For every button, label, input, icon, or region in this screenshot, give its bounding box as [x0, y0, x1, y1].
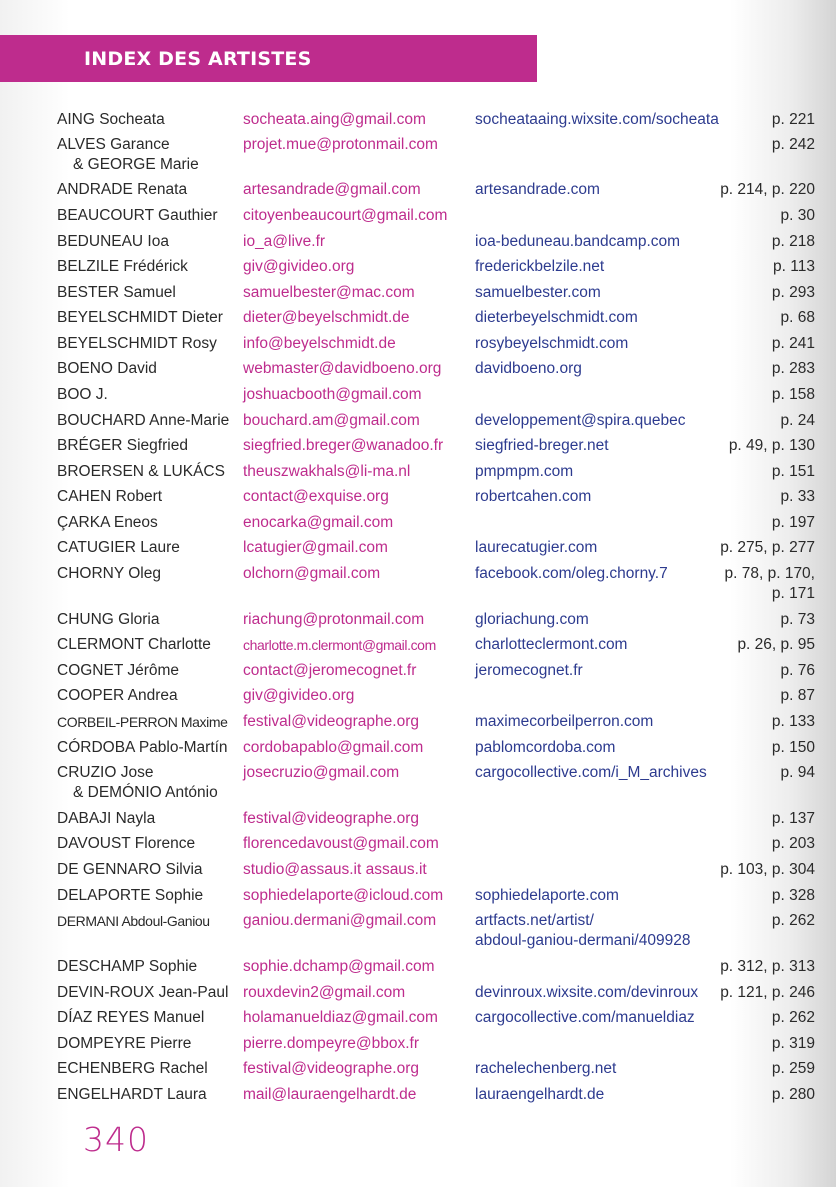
artist-name-line: COOPER Andrea: [57, 687, 178, 704]
artist-name-line: DEVIN-ROUX Jean-Paul: [57, 984, 229, 1001]
artist-email-link[interactable]: webmaster@davidboeno.org: [243, 360, 442, 377]
page-references: [715, 809, 815, 829]
page-reference-line: p. 197: [771, 514, 815, 531]
page-reference-line: p. 158: [771, 386, 815, 403]
artist-name-line: BEYELSCHMIDT Rosy: [57, 335, 217, 352]
artist-website-link[interactable]: [475, 180, 600, 200]
page-references: [715, 712, 815, 732]
page-reference-line: p. 121, p. 246: [720, 984, 815, 1001]
artist-email-link[interactable]: florencedavoust@gmail.com: [243, 835, 439, 852]
artist-name-line: ÇARKA Eneos: [57, 514, 158, 531]
artist-email-link[interactable]: cordobapablo@gmail.com: [243, 739, 424, 756]
page-reference-line: p. 24: [780, 412, 815, 429]
page-references: [715, 860, 815, 880]
artist-name: [57, 257, 243, 277]
artist-email-link[interactable]: charlotte.m.clermont@gmail.com: [243, 637, 436, 653]
artist-website-link[interactable]: [475, 738, 615, 758]
artist-name-line: CHUNG Gloria: [57, 611, 160, 628]
page-reference-line: p. 275, p. 277: [720, 539, 815, 556]
artist-name: [57, 359, 243, 379]
artist-name-line: DOMPEYRE Pierre: [57, 1035, 192, 1052]
page-references: [715, 180, 815, 200]
page-reference-line: p. 87: [780, 687, 815, 704]
page-title: INDEX DES ARTISTES: [84, 48, 312, 70]
artist-name-line-2: & GEORGE Marie: [73, 156, 199, 173]
artist-website-line[interactable]: samuelbester.com: [475, 284, 601, 301]
page-references: [715, 1085, 815, 1105]
page-references: [715, 661, 815, 681]
artist-name: [57, 911, 243, 931]
artist-website-link[interactable]: [475, 911, 690, 951]
page-references: [715, 436, 815, 456]
page-reference-line: p. 73: [780, 611, 815, 628]
artist-website-link[interactable]: [475, 1059, 616, 1079]
artist-website-line[interactable]: gloriachung.com: [475, 611, 589, 628]
artist-name-line: BEYELSCHMIDT Dieter: [57, 309, 223, 326]
artist-website-line[interactable]: rachelechenberg.net: [475, 1060, 617, 1077]
artist-website-link[interactable]: [475, 257, 604, 277]
artist-email-link[interactable]: contact@jeromecognet.fr: [243, 662, 417, 679]
artist-name-line: DAVOUST Florence: [57, 835, 196, 852]
artist-name-line-2: & DEMÓNIO António: [73, 784, 218, 801]
artist-email-link[interactable]: holamanueldiaz@gmail.com: [243, 1009, 438, 1026]
artist-website-link[interactable]: [475, 564, 668, 584]
page-reference-line: p. 30: [780, 207, 815, 224]
page-reference-line: p. 241: [771, 335, 815, 352]
artist-name-line: DERMANI Abdoul-Ganiou: [57, 913, 210, 929]
page-reference-line: p. 151: [771, 463, 815, 480]
page-references: [715, 513, 815, 533]
artist-email-link[interactable]: info@beyelschmidt.de: [243, 335, 396, 352]
artist-name-line: BEDUNEAU Ioa: [57, 233, 169, 250]
artist-website-line[interactable]: pablomcordoba.com: [475, 739, 616, 756]
page-references: [715, 911, 815, 931]
artist-website-line[interactable]: dieterbeyelschmidt.com: [475, 309, 638, 326]
page-reference-line: p. 328: [771, 887, 815, 904]
page-reference-line: p. 214, p. 220: [720, 181, 815, 198]
artist-name-line: CAHEN Robert: [57, 488, 163, 505]
artist-name: [57, 610, 243, 630]
artist-email-link[interactable]: dieter@beyelschmidt.de: [243, 309, 410, 326]
artist-website-line[interactable]: cargocollective.com/i_M_archives: [475, 764, 707, 781]
artist-email-link[interactable]: sophie.dchamp@gmail.com: [243, 958, 435, 975]
artist-website-line[interactable]: ioa-beduneau.bandcamp.com: [475, 233, 681, 250]
page-references: [715, 110, 815, 130]
page-reference-line: p. 33: [780, 488, 815, 505]
artist-website-line[interactable]: devinroux.wixsite.com/devinroux: [475, 984, 699, 1001]
artist-name: [57, 411, 243, 431]
artist-website-line[interactable]: facebook.com/oleg.chorny.7: [475, 565, 668, 582]
page-references: [715, 686, 815, 706]
artist-email-link[interactable]: socheata.aing@gmail.com: [243, 111, 426, 128]
artist-name: [57, 834, 243, 854]
page-reference-line: p. 221: [771, 111, 815, 128]
artist-website-link[interactable]: [475, 610, 589, 630]
artist-website-line[interactable]: cargocollective.com/manueldiaz: [475, 1009, 695, 1026]
artist-name-line: BOO J.: [57, 386, 108, 403]
page-references: [715, 1008, 815, 1028]
page-reference-line: p. 259: [771, 1060, 815, 1077]
artist-website-link[interactable]: [475, 712, 653, 732]
artist-email-link[interactable]: festival@videographe.org: [243, 810, 420, 827]
page-reference-line: p. 262: [771, 912, 815, 929]
artist-name: [57, 1034, 243, 1054]
artist-email-link[interactable]: theuszwakhals@li-ma.nl: [243, 463, 411, 480]
page-reference-line: p. 113: [773, 258, 815, 275]
artist-website-line[interactable]: lauraengelhardt.de: [475, 1086, 605, 1103]
page-references: [715, 411, 815, 431]
artist-website-line[interactable]: socheataaing.wixsite.com/socheata: [475, 111, 719, 128]
artist-website-link[interactable]: [475, 487, 591, 507]
artist-name: [57, 860, 243, 880]
page-references: [715, 834, 815, 854]
artist-name-line: CATUGIER Laure: [57, 539, 180, 556]
artist-name-line: BROERSEN & LUKÁCS: [57, 463, 225, 480]
artist-name-line: CHORNY Oleg: [57, 565, 161, 582]
artist-email-link[interactable]: enocarka@gmail.com: [243, 514, 394, 531]
artist-website-link[interactable]: [475, 661, 583, 681]
artist-email-link[interactable]: artesandrade@gmail.com: [243, 181, 421, 198]
artist-name: [57, 334, 243, 354]
artist-name-line: CRUZIO Jose: [57, 764, 154, 781]
artist-email-link[interactable]: bouchard.am@gmail.com: [243, 412, 420, 429]
artist-name-line: ALVES Garance: [57, 136, 170, 153]
artist-website-link[interactable]: [475, 334, 628, 354]
artist-name-line: CÓRDOBA Pablo-Martín: [57, 739, 228, 756]
artist-name-line: DABAJI Nayla: [57, 810, 156, 827]
artist-website-line[interactable]: jeromecognet.fr: [475, 662, 583, 679]
artist-email-link[interactable]: citoyenbeaucourt@gmail.com: [243, 207, 448, 224]
artist-name: [57, 436, 243, 456]
artist-name-line: ENGELHARDT Laura: [57, 1086, 207, 1103]
page-reference-line-2: p. 171: [771, 585, 815, 602]
artist-email-link[interactable]: studio@assaus.it assaus.it: [243, 861, 427, 878]
page-references: [715, 359, 815, 379]
page-reference-line: p. 68: [780, 309, 815, 326]
artist-email-link[interactable]: projet.mue@protonmail.com: [243, 136, 438, 153]
page-references: [715, 635, 815, 655]
artist-email-link[interactable]: mail@lauraengelhardt.de: [243, 1086, 417, 1103]
artist-name: [57, 538, 243, 558]
page-reference-line: p. 203: [771, 835, 815, 852]
page-reference-line: p. 94: [780, 764, 815, 781]
page-reference-line: p. 26, p. 95: [737, 636, 815, 653]
page-references: [715, 206, 815, 226]
artist-name-line: ANDRADE Renata: [57, 181, 188, 198]
page-reference-line: p. 78, p. 170,: [724, 565, 815, 582]
artist-name-line: AING Socheata: [57, 111, 165, 128]
artist-website-line[interactable]: laurecatugier.com: [475, 539, 598, 556]
artist-website-link[interactable]: [475, 411, 685, 431]
artist-name: [57, 983, 243, 1003]
artist-email-link[interactable]: samuelbester@mac.com: [243, 284, 415, 301]
artist-website-link[interactable]: [475, 359, 582, 379]
page-reference-line: p. 133: [771, 713, 815, 730]
artist-website-link[interactable]: [475, 886, 619, 906]
artist-website-line[interactable]: rosybeyelschmidt.com: [475, 335, 629, 352]
artist-email-link[interactable]: riachung@protonmail.com: [243, 611, 425, 628]
page-reference-line: p. 283: [771, 360, 815, 377]
artist-email-link[interactable]: olchorn@gmail.com: [243, 565, 381, 582]
artist-name-line: COGNET Jérôme: [57, 662, 180, 679]
artist-name: [57, 283, 243, 303]
artist-website-line[interactable]: davidboeno.org: [475, 360, 582, 377]
page-references: [715, 538, 815, 558]
page-reference-line: p. 312, p. 313: [720, 958, 815, 975]
artist-website-line[interactable]: artesandrade.com: [475, 181, 600, 198]
page-reference-line: p. 319: [771, 1035, 815, 1052]
artist-website-link[interactable]: [475, 1085, 604, 1105]
page-reference-line: p. 49, p. 130: [728, 437, 815, 454]
artist-name: [57, 180, 243, 200]
artist-email-link[interactable]: sophiedelaporte@icloud.com: [243, 887, 444, 904]
page-references: [715, 385, 815, 405]
artist-name: [57, 738, 243, 758]
artist-website-line[interactable]: developpement@spira.quebec: [475, 412, 686, 429]
artist-name: [57, 886, 243, 906]
artist-website-line[interactable]: pmpmpm.com: [475, 463, 574, 480]
artist-website-link[interactable]: [475, 110, 719, 130]
page-references: [715, 983, 815, 1003]
page-references: [715, 135, 815, 155]
page-references: [715, 334, 815, 354]
artist-website-line[interactable]: maximecorbeilperron.com: [475, 713, 654, 730]
artist-website-line[interactable]: charlotteclermont.com: [475, 636, 628, 653]
artist-website-link[interactable]: [475, 1008, 695, 1028]
artist-website-link[interactable]: [475, 232, 680, 252]
page-references: [715, 1034, 815, 1054]
artist-email-link[interactable]: festival@videographe.org: [243, 1060, 420, 1077]
artist-name-line: BRÉGER Siegfried: [57, 437, 188, 454]
page-references: [715, 462, 815, 482]
artist-website-line[interactable]: siegfried-breger.net: [475, 437, 609, 454]
artist-email-link[interactable]: pierre.dompeyre@bbox.fr: [243, 1035, 419, 1052]
page-references: [715, 308, 815, 328]
page-reference-line: p. 137: [771, 810, 815, 827]
artist-email-link[interactable]: lcatugier@gmail.com: [243, 539, 388, 556]
artist-website-link[interactable]: [475, 538, 597, 558]
artist-website-line-2[interactable]: abdoul-ganiou-dermani/409928: [475, 932, 691, 949]
artist-name: [57, 232, 243, 252]
artist-website-link[interactable]: [475, 283, 601, 303]
artist-website-link[interactable]: [475, 983, 698, 1003]
artist-name-line: DELAPORTE Sophie: [57, 887, 204, 904]
artist-name: [57, 809, 243, 829]
artist-email-link[interactable]: io_a@live.fr: [243, 233, 326, 250]
artist-email-link[interactable]: giv@givideo.org: [243, 258, 355, 275]
artist-name-line: BESTER Samuel: [57, 284, 176, 301]
artist-name-line: BEAUCOURT Gauthier: [57, 207, 218, 224]
artist-name-line: BOENO David: [57, 360, 157, 377]
artist-name: [57, 513, 243, 533]
page-reference-line: p. 293: [771, 284, 815, 301]
artist-website-line[interactable]: frederickbelzile.net: [475, 258, 605, 275]
artist-email-link[interactable]: joshuacbooth@gmail.com: [243, 386, 422, 403]
page-references: [715, 283, 815, 303]
artist-name-line: DE GENNARO Silvia: [57, 861, 203, 878]
artist-email-link[interactable]: siegfried.breger@wanadoo.fr: [243, 437, 444, 454]
artist-email-link[interactable]: giv@givideo.org: [243, 687, 355, 704]
page-reference-line: p. 242: [771, 136, 815, 153]
page-references: [715, 763, 815, 783]
artist-name: [57, 1008, 243, 1028]
artist-email-link[interactable]: contact@exquise.org: [243, 488, 389, 505]
page-references: [715, 257, 815, 277]
artist-website-line[interactable]: robertcahen.com: [475, 488, 592, 505]
artist-name: [57, 635, 243, 655]
artist-name: [57, 385, 243, 405]
page-reference-line: p. 262: [771, 1009, 815, 1026]
artist-name: [57, 1059, 243, 1079]
artist-name-line: ECHENBERG Rachel: [57, 1060, 208, 1077]
artist-name: [57, 763, 243, 803]
artist-name: [57, 661, 243, 681]
artist-name: [57, 206, 243, 226]
artist-website-link[interactable]: [475, 635, 627, 655]
page-references: [715, 738, 815, 758]
artist-name-line: CLERMONT Charlotte: [57, 636, 211, 653]
artist-name-line: BOUCHARD Anne-Marie: [57, 412, 230, 429]
artist-name: [57, 462, 243, 482]
page-reference-line: p. 103, p. 304: [720, 861, 815, 878]
artist-website-line[interactable]: artfacts.net/artist/: [475, 912, 594, 929]
artist-website-link[interactable]: [475, 462, 573, 482]
page-references: [715, 487, 815, 507]
artist-name: [57, 135, 243, 175]
artist-name-line: CORBEIL-PERRON Maxime: [57, 714, 228, 730]
page-references: [715, 564, 815, 604]
artist-website-link[interactable]: [475, 308, 638, 328]
artist-name: [57, 308, 243, 328]
page-references: [715, 957, 815, 977]
artist-name: [57, 686, 243, 706]
page-references: [715, 610, 815, 630]
page-references: [715, 1059, 815, 1079]
artist-email-link[interactable]: festival@videographe.org: [243, 713, 420, 730]
artist-website-link[interactable]: [475, 763, 707, 783]
page-reference-line: p. 150: [771, 739, 815, 756]
page-number: 340: [83, 1120, 149, 1159]
artist-name: [57, 564, 243, 584]
artist-name: [57, 1085, 243, 1105]
artist-website-link[interactable]: [475, 436, 609, 456]
artist-name: [57, 712, 243, 732]
artist-name: [57, 957, 243, 977]
page-references: [715, 886, 815, 906]
artist-name-line: DÍAZ REYES Manuel: [57, 1009, 205, 1026]
artist-name-line: DESCHAMP Sophie: [57, 958, 198, 975]
page-reference-line: p. 76: [780, 662, 815, 679]
artist-email-link[interactable]: rouxdevin2@gmail.com: [243, 984, 406, 1001]
artist-name: [57, 487, 243, 507]
artist-email-link[interactable]: ganiou.dermani@gmail.com: [243, 912, 437, 929]
page-references: [715, 232, 815, 252]
artist-email-link[interactable]: josecruzio@gmail.com: [243, 764, 400, 781]
artist-website-line[interactable]: sophiedelaporte.com: [475, 887, 619, 904]
artist-name: [57, 110, 243, 130]
artist-name-line: BELZILE Frédérick: [57, 258, 188, 275]
page-reference-line: p. 218: [771, 233, 815, 250]
page-reference-line: p. 280: [771, 1086, 815, 1103]
